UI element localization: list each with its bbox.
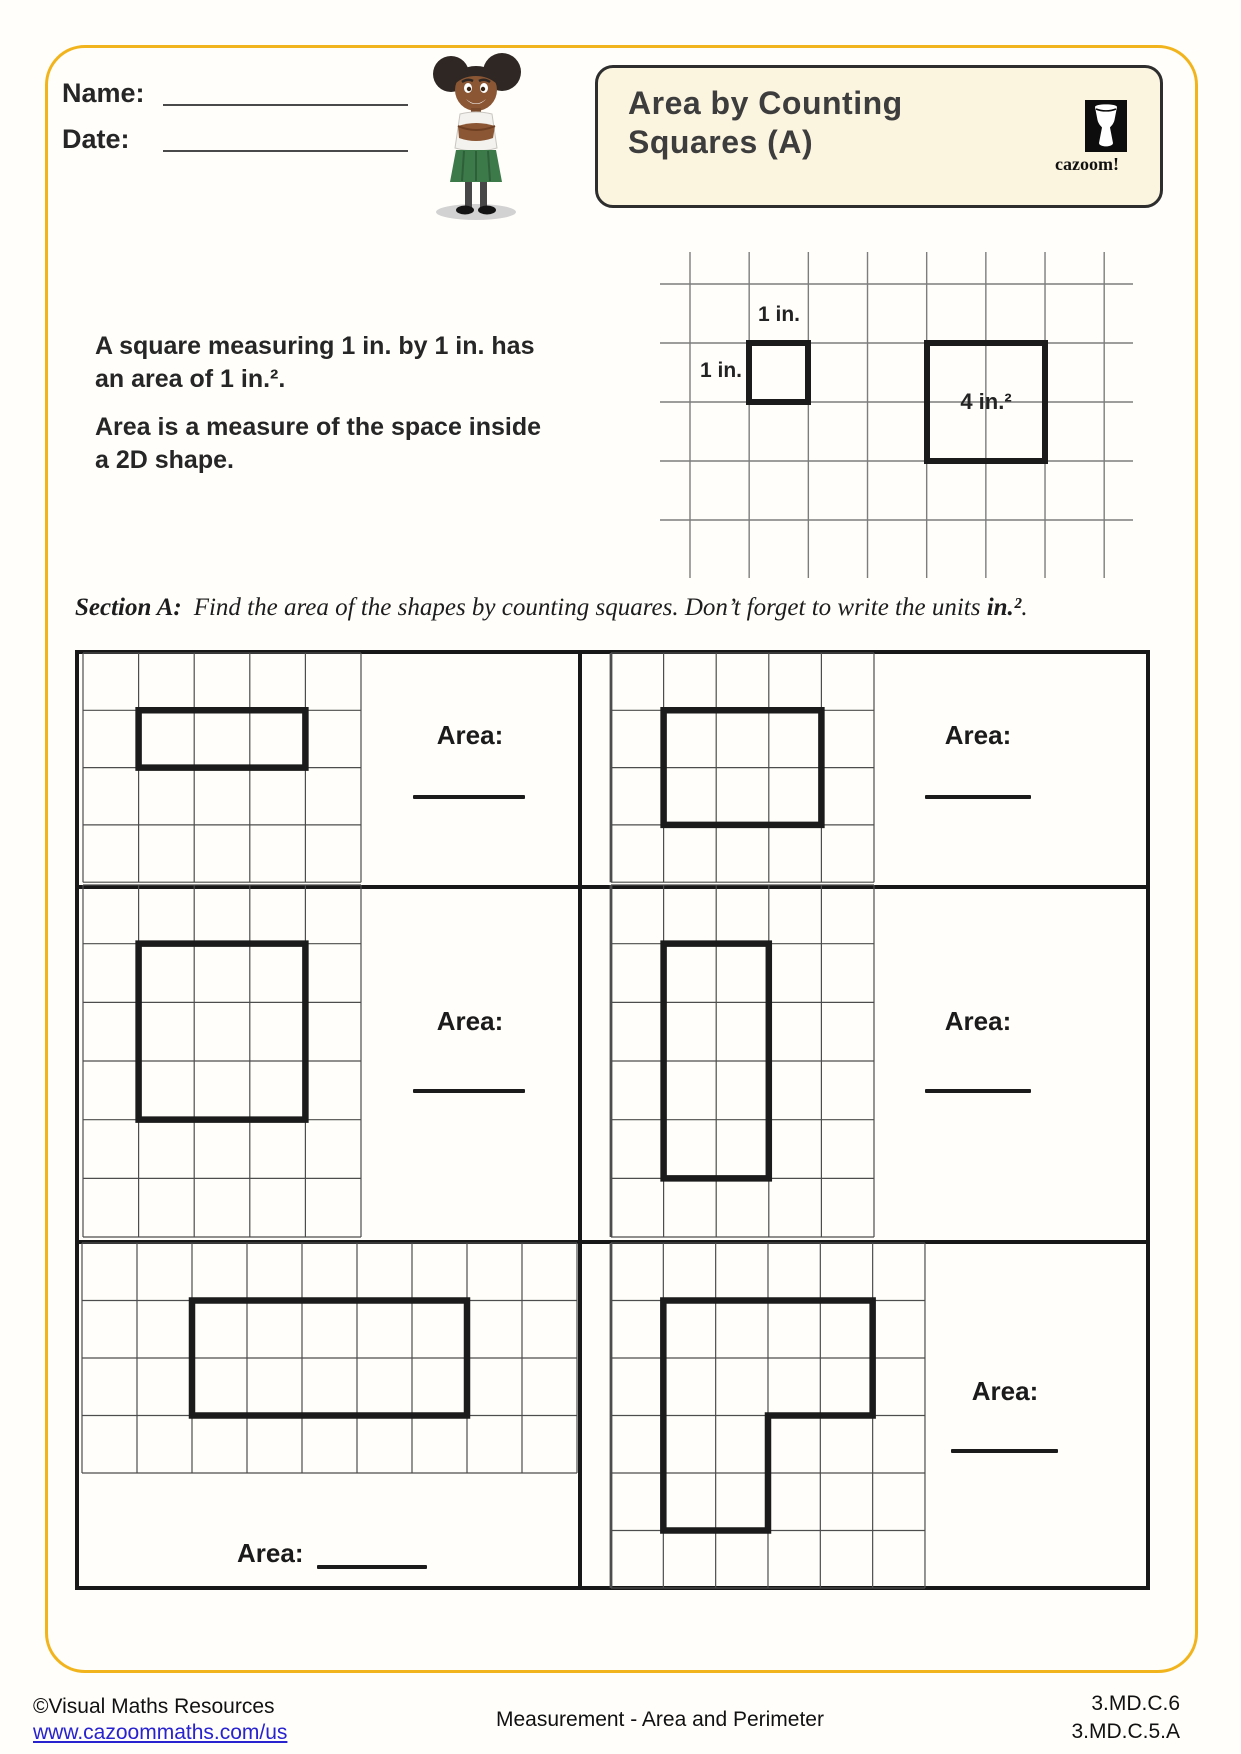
problem-5-area-label: Area: (237, 1538, 304, 1568)
date-write-line[interactable] (163, 150, 408, 152)
demo-height-label: 1 in. (699, 359, 742, 382)
section-a-heading: Section A: (75, 594, 182, 621)
problem-4-answer-line[interactable] (925, 1089, 1031, 1093)
date-label: Date: (62, 124, 130, 154)
title-box (595, 65, 1163, 208)
footer-copyright: ©Visual Maths Resources (33, 1695, 275, 1718)
footer-standard-1: 3.MD.C.6 (1091, 1692, 1180, 1715)
problem-1-area-label: Area: (436, 720, 504, 750)
intro-line: an area of 1 in.². (95, 365, 286, 393)
problem-1-answer-line[interactable] (413, 795, 525, 799)
cazoom-drum-icon (1085, 100, 1127, 152)
section-a-text: Find the area of the shapes by counting squares. Don’t forget to write the units in.². (193, 594, 1028, 621)
intro-line: A square measuring 1 in. by 1 in. has (95, 332, 535, 360)
problem-5-answer-line[interactable] (317, 1565, 427, 1569)
cazoom-logo-text: cazoom! (1055, 154, 1119, 174)
name-write-line[interactable] (163, 104, 408, 106)
problem-2-answer-line[interactable] (925, 795, 1031, 799)
problem-1-grid (77, 647, 367, 888)
intro-text (95, 330, 595, 477)
footer-topic: Measurement - Area and Perimeter (496, 1708, 824, 1731)
problem-4-area-label: Area: (944, 1006, 1012, 1036)
problem-6-area-label: Area: (971, 1376, 1039, 1406)
problem-2-grid (605, 647, 880, 888)
worksheet-title (628, 84, 903, 162)
demo-area-label: 4 in.² (960, 389, 1012, 414)
problem-4-grid (605, 879, 880, 1243)
demo-grid-figure (650, 240, 1150, 590)
title-line-1: Area by Counting (628, 85, 903, 121)
problem-6-answer-line[interactable] (951, 1449, 1058, 1453)
section-a-units: in.² (986, 594, 1022, 621)
footer-standard-2: 3.MD.C.5.A (1071, 1720, 1180, 1743)
problem-6-grid (605, 1237, 931, 1594)
problem-3-area-label: Area: (436, 1006, 504, 1036)
footer-url-link[interactable]: www.cazoommaths.com/us (33, 1721, 288, 1744)
problem-5-grid (76, 1237, 583, 1479)
title-line-2: Squares (A) (628, 124, 814, 161)
name-label: Name: (62, 78, 145, 108)
intro-line: Area is a measure of the space inside (95, 413, 542, 441)
intro-line: a 2D shape. (95, 446, 234, 474)
student-character-illustration (418, 50, 538, 222)
demo-width-label: 1 in. (757, 303, 800, 326)
problem-3-grid (77, 879, 367, 1243)
section-a-instruction (75, 594, 1165, 622)
problem-2-area-label: Area: (944, 720, 1012, 750)
problem-3-answer-line[interactable] (413, 1089, 525, 1093)
